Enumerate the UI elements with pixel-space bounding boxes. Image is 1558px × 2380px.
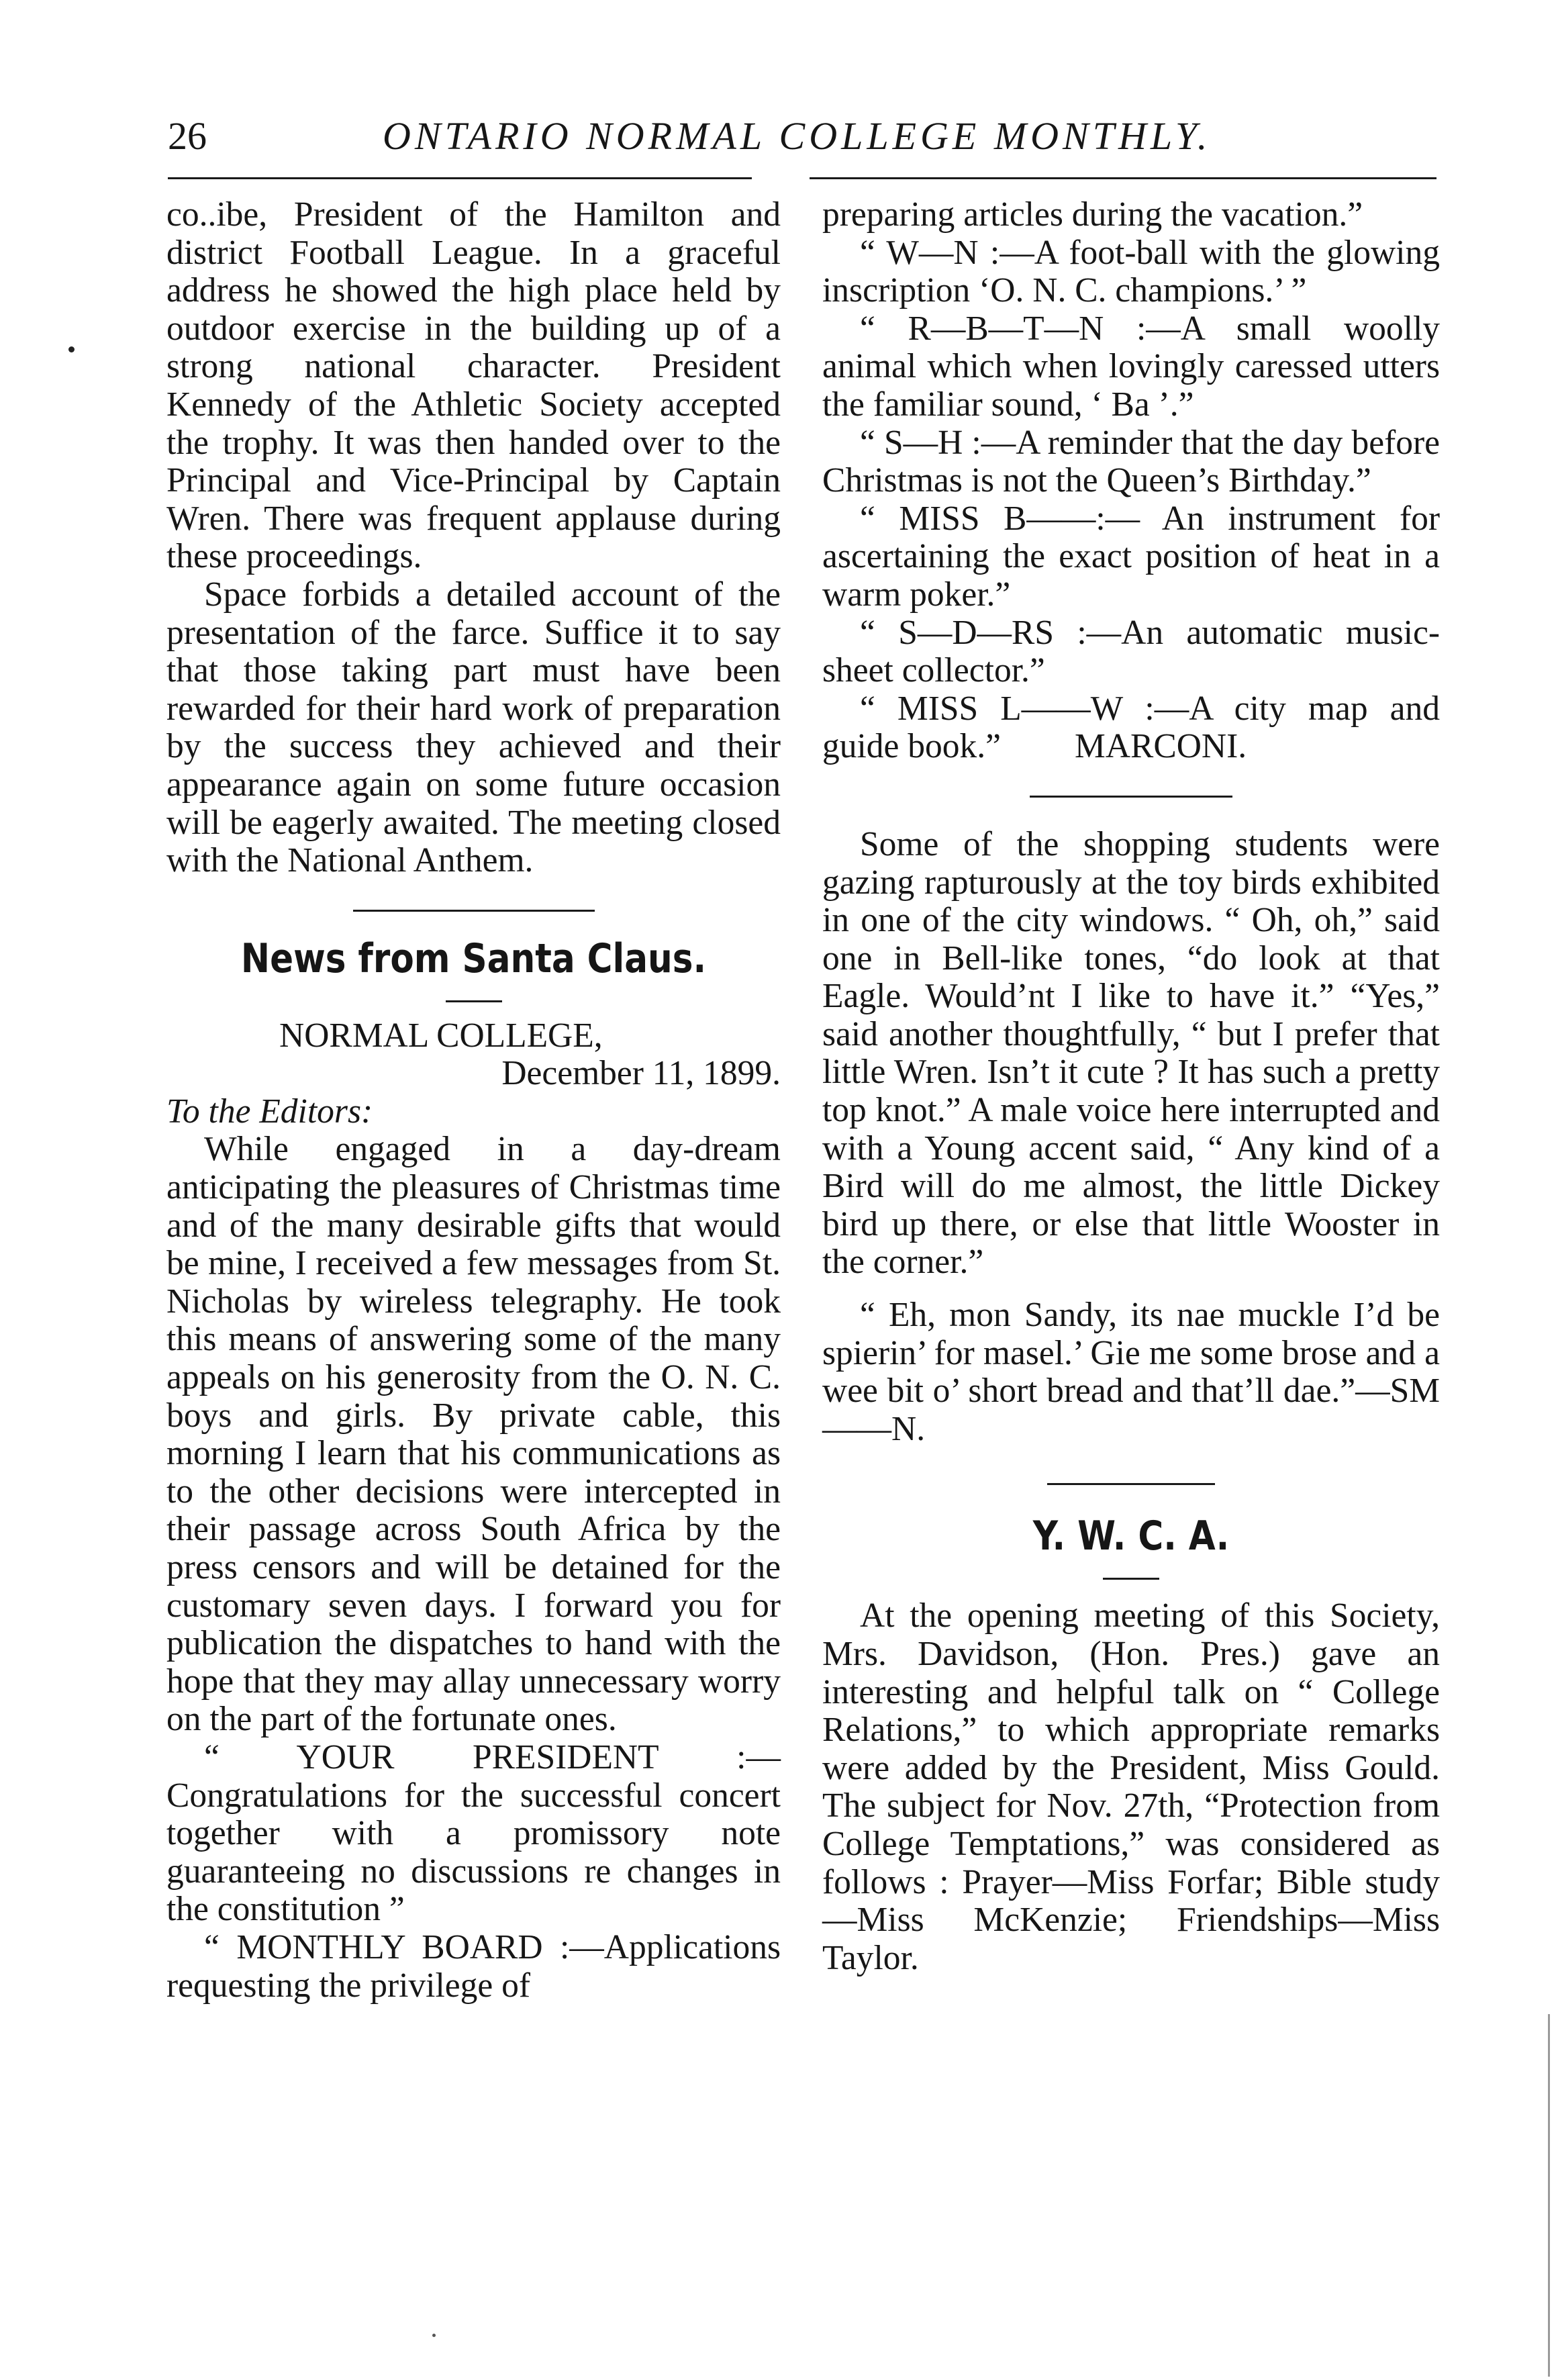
news-heading: News from Santa Claus. [240, 935, 707, 982]
section-divider [1030, 796, 1232, 798]
page-header [168, 106, 1437, 166]
ywca-heading: Y. W. C. A. [1032, 1513, 1230, 1560]
left-column [166, 196, 781, 2005]
letter-salutation: To the Editors: [166, 1092, 373, 1131]
dispatch-city-map [822, 690, 1440, 766]
section-divider [353, 910, 595, 912]
sandy-paragraph: “ Eh, mon Sandy, its nae muckle I’d be spierin’ for masel.’ Gie me some brose and a wee bit o’ short bread and that’ll dae.”—SM——N. [822, 1296, 1440, 1448]
letter-body: While engaged in a day-dream anticipating the pleasures of Christmas time and of the many desirable gifts that would be mine, I received a few messages from St. Nicholas by wireless telegraphy. He took this means of answering some of the many appeals on his generosity from the O. N. C. boys and girls. By private cable, this morning I learn that his communications as to the other decisions were intercepted in their passage across South Africa by the press censors and will be detained for the customary seven days. I forward you for publication the dispatches to hand with the hope that they may allay unnecessary worry on the part of the fortunate ones. [166, 1130, 781, 1739]
right-column [822, 196, 1440, 1977]
ywca-paragraph: At the opening meeting of this Society, Mrs. Davidson, (Hon. Pres.) gave an interesting and helpful talk on “ College Relations,” to which appropriate remarks were added by the President, Miss Gould. The subject for Nov. 27th, “Protection from College Temptations,” was considered as follows : Prayer—Miss Forfar; Bible study—Miss McKenzie; Friendships—Miss Taylor. [822, 1597, 1440, 1977]
page-number: 26 [168, 114, 207, 158]
running-title: ONTARIO NORMAL COLLEGE MONTHLY. [383, 114, 1212, 158]
athletic-paragraph: co..ibe, President of the Hamilton and district Football League. In a graceful address he showed the high place held by outdoor exercise in the building up of a strong national character. President Kennedy of the Athletic Society accepted the trophy. It was then handed over to the Principal and Vice-Principal by Captain Wren. There was frequent applause during these proceedings. [166, 195, 781, 576]
header-rule-left [168, 177, 752, 179]
dispatch-woolly-animal: “ R—B—T—N :—A small woolly animal which when lovingly caressed utters the familiar sound, ‘ Ba ’.” [822, 309, 1440, 424]
header-rule-right [810, 177, 1437, 179]
marconi-signature: MARCONI. [1075, 727, 1247, 766]
dispatch-city-map-text: “ MISS L——W :—A city map and guide book.” [822, 689, 1440, 766]
dispatch-music-collector: “ S—D—RS :—An automatic music-sheet collector.” [822, 613, 1440, 690]
dispatch-reminder: “ S—H :—A reminder that the day before Christmas is not the Queen’s Birthday.” [822, 423, 1440, 500]
section-divider [1047, 1483, 1215, 1485]
page-edge-mark [1548, 2014, 1550, 2377]
dispatch-continued: preparing articles during the vacation.” [822, 195, 1363, 234]
heading-underline [1103, 1578, 1159, 1580]
heading-underline [446, 1000, 502, 1002]
dispatch-instrument: “ MISS B——:— An instrument for ascertaining the exact position of heat in a warm poker.” [822, 499, 1440, 614]
dispatch-football: “ W—N :—A foot-ball with the glowing inscription ‘O. N. C. champions.’ ” [822, 233, 1440, 310]
letter-date: December 11, 1899. [501, 1054, 781, 1093]
president-dispatch: “ YOUR PRESIDENT :—Congratulations for the successful concert together with a promissory note guaranteeing no discussions re changes in the constitution ” [166, 1738, 781, 1929]
margin-dot [68, 346, 75, 352]
letter-place: NORMAL COLLEGE, [279, 1016, 603, 1055]
farce-paragraph: Space forbids a detailed account of the presentation of the farce. Suffice it to say that those taking part must have been rewarded for their hard work of preparation by the success they achieved and their appearance again on some future occasion will be eagerly awaited. The meeting closed with the National Anthem. [166, 575, 781, 880]
shopping-paragraph: Some of the shopping students were gazing rapturously at the toy birds exhibited in one of the city windows. “ Oh, oh,” said one in Bell-like tones, “do look at that Eagle. Would’nt I like to have it.” “Yes,” said another thoughtfully, “ but I prefer that little Wren. Isn’t it cute ? It has such a pretty top knot.” A male voice here interrupted and with a Young accent said, “ Any kind of a Bird will do me almost, the little Dickey bird up there, or else that little Wooster in the corner.” [822, 824, 1440, 1282]
footer-dot [432, 2334, 436, 2337]
monthly-board-dispatch: “ MONTHLY BOARD :—Applications requesting the privilege of [166, 1927, 781, 2005]
